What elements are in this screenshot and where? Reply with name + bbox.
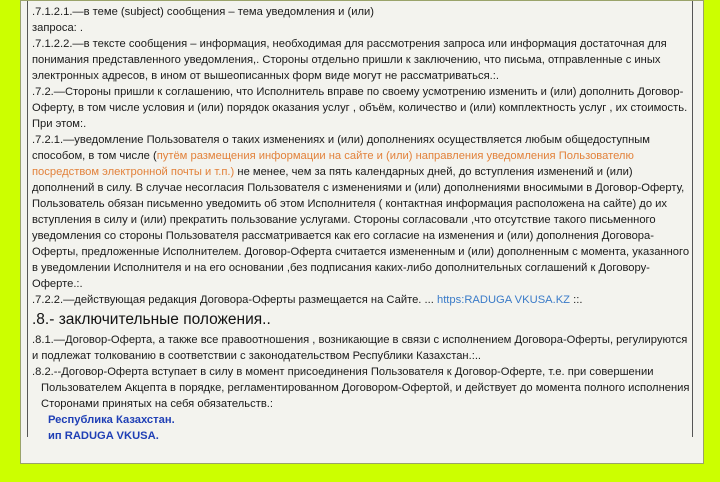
clause-8-2: .8.2.--Договор-Оферта вступает в силу в момент присоединения Пользователя к Договор-Оферте, т.е. при совершении Пользователем Акцепта в порядке, регламентированном Договором-Офертой, и действует до момента полного исполнения Сторонами принятых на себя обязательств.: <box>32 366 690 410</box>
clause-7-2-1-end: не менее, чем за пять календарных дней, до вступления изменений и (или) дополнений в силу. В случае несогласия Пользователя с изменениями и (или) дополнениями вносимыми в Договор-Оферту, Пользователь обязан письменно уведомить об этом Исполнителя ( контактная информация расположена на сайте) до их вступления в силу и (или) прекратить пользование услугами. Стороны согласовали ,что отсутствие такого письменного уведомления со стороны Пользователя рассматривается как его согласие на изменения и (или) дополнения Договора-Оферты, предложенные Исполнителем. Договор-Оферта считается измененным и (или) дополненным с момента, указанного в уведомлении Исполнителя и на его основании ,без подписания каких-либо дополнительных соглашений к Договору-Оферте.:. <box>32 166 690 290</box>
clause-7-2-2-start: .7.2.2.—действующая редакция Договора-Оферты размещается на Сайте. ... <box>32 294 437 306</box>
document-content <box>32 4 694 444</box>
clause-8-1: .8.1.—Договор-Оферта, а также все правоотношения , возникающие в связи с исполнением Договора-Оферты, регулируются и подлежат толкованию в соответствии с законодательством Республики Казахстан.:.. <box>32 334 688 362</box>
clause-7-1-2-1: .7.1.2.1.—в теме (subject) сообщения – тема уведомления и (или) <box>32 6 374 18</box>
site-link[interactable]: https:RADUGA VKUSA.KZ <box>436 294 571 306</box>
clause-7-2-1-start: .7.2.1.—уведомление Пользователя о таких изменениях и (или) дополнениях осуществляется любым общедоступным способом, в том числе ( <box>32 134 650 162</box>
clause-7-2-1-highlight: путём размещения информации на сайте и (или) направления уведомления Пользователю посредством электронной почты и т.п.) <box>32 150 634 178</box>
signature-country: Республика Казахстан. <box>48 414 175 426</box>
clause-7-2-2 <box>32 292 694 308</box>
clause-7-2: .7.2.—Стороны пришли к соглашению, что Исполнитель вправе по своему усмотрению изменить и (или) дополнить Договор-Оферту, в том числе условия и (или) порядок оказания услуг , объём, количество и (или) комплектность услуг , их стоимость. При этом:. <box>32 86 688 130</box>
clause-7-1-2-1-continued: запроса: . <box>32 22 83 34</box>
left-margin-rule <box>27 1 28 437</box>
clause-7-2-1 <box>32 132 694 292</box>
section-8-heading: .8.- заключительные положения.. <box>32 311 271 328</box>
clause-7-1-2-2: .7.1.2.2.—в тексте сообщения – информация, необходимая для рассмотрения запроса или информация достаточная для понимания представленного уведомления,. Стороны отдельно пришли к заключению, что письма, отправленные с иных электронных адресов, в ином от вышеописанных форм виде могут не рассматриваться.:. <box>32 38 667 82</box>
clause-7-2-2-end: ::. <box>570 294 583 306</box>
document-frame <box>20 0 704 464</box>
signature-company: ип RADUGA VKUSA. <box>48 430 159 442</box>
